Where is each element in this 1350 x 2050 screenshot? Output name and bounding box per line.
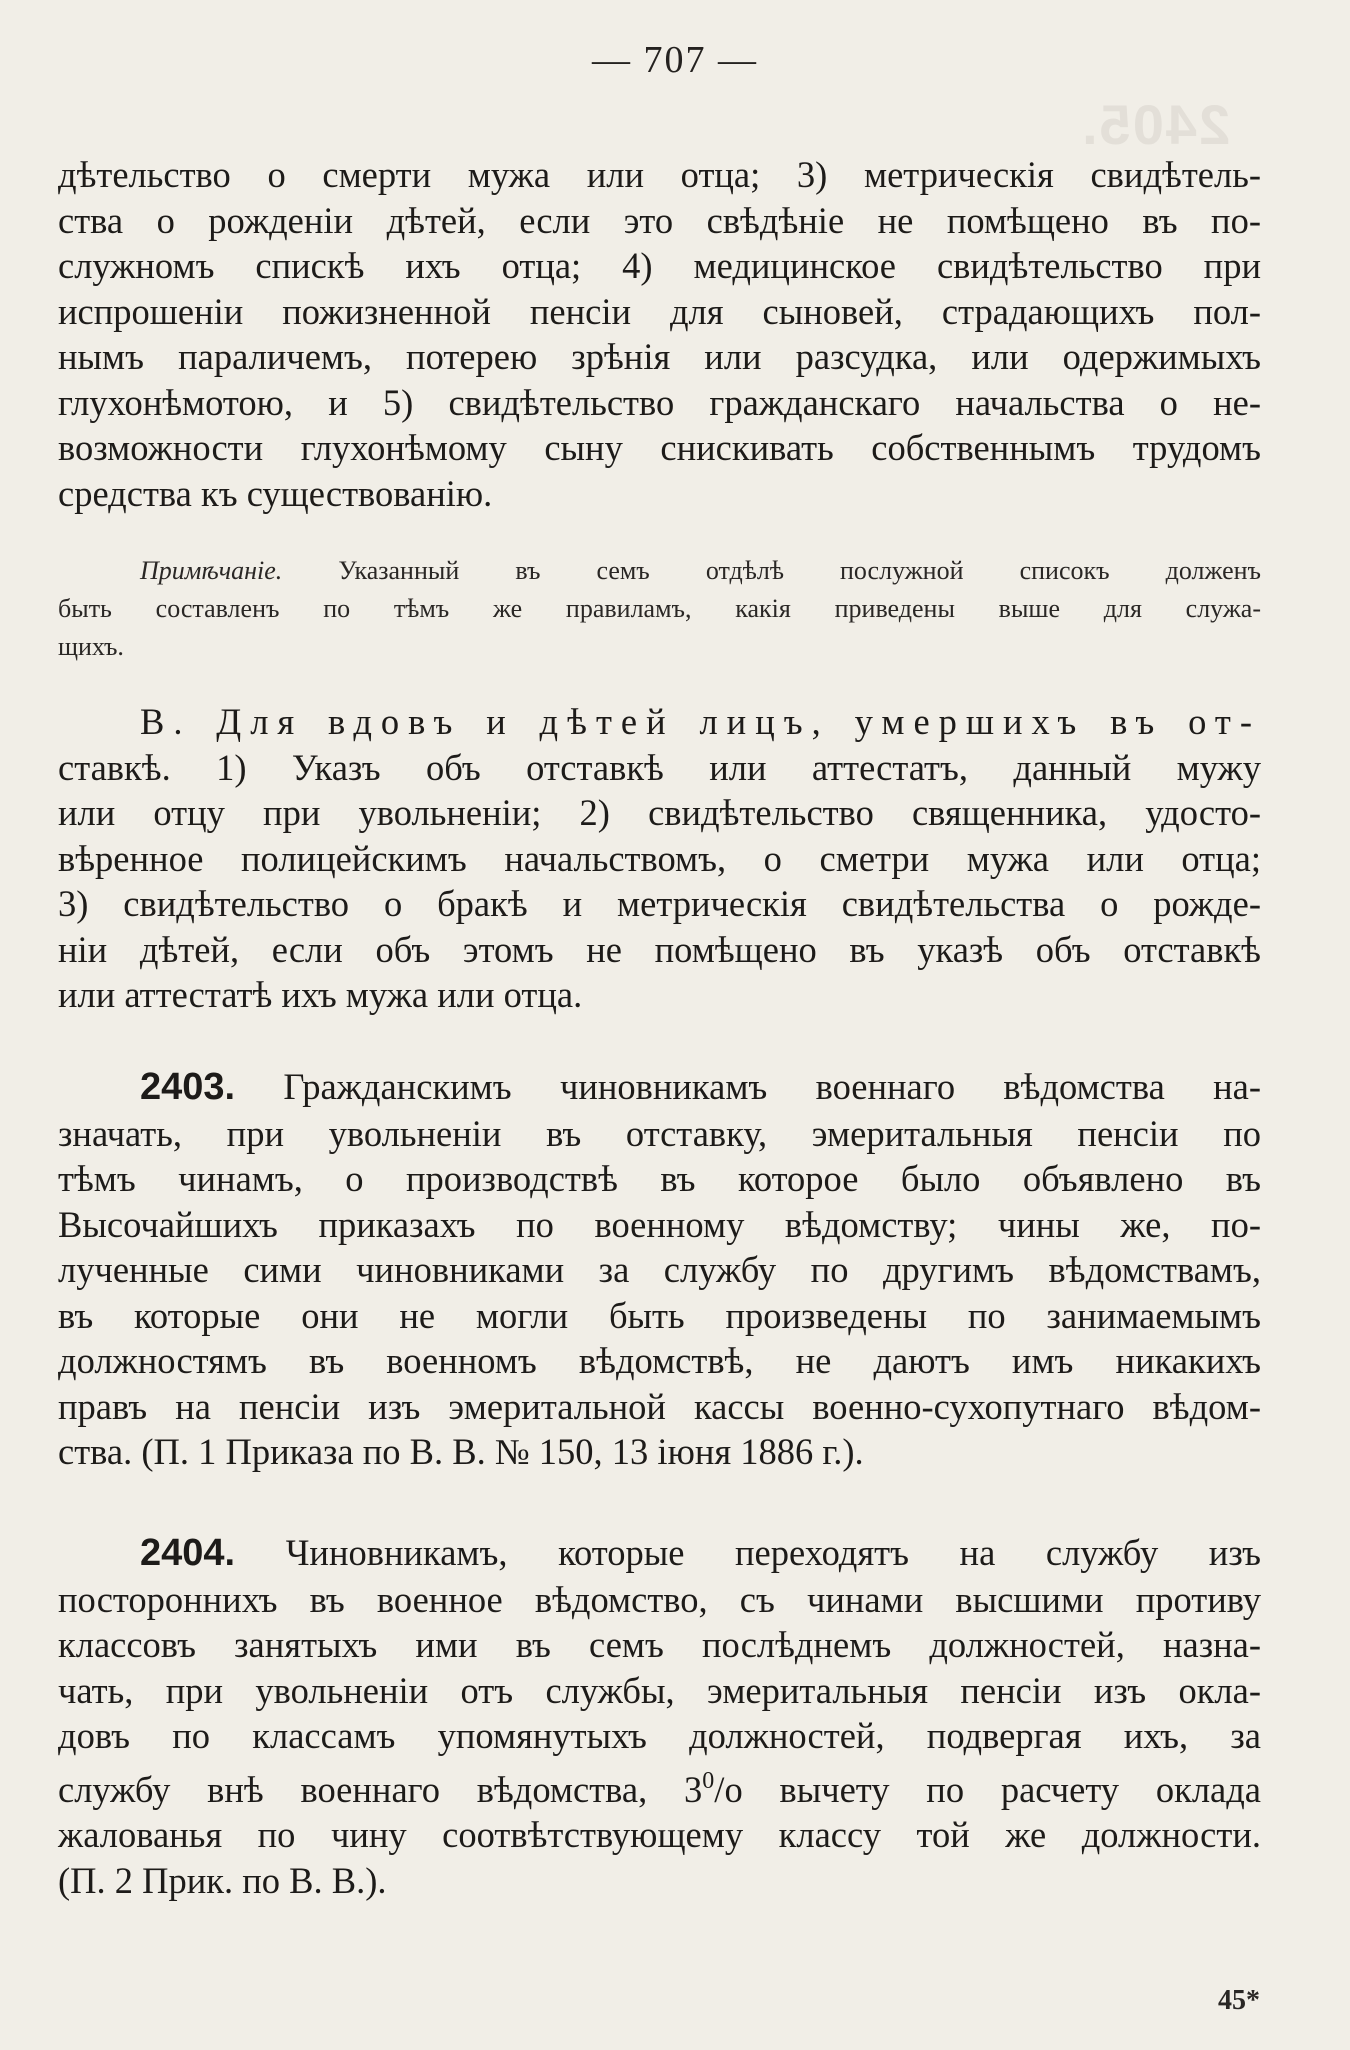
text-line: лученные сими чиновниками за службу по другимъ вѣдомствамъ, <box>58 1249 1261 1290</box>
note-line: быть составленъ по тѣмъ же правиламъ, какія приведены выше для служа- <box>58 594 1261 623</box>
text-line: или аттестатѣ ихъ мужа или отца. <box>58 974 583 1015</box>
text-line <box>58 1759 1261 1813</box>
text-line: значать, при увольненіи въ отставку, эмеритальныя пенсіи по <box>58 1112 1261 1154</box>
text-line: чать, при увольненіи отъ службы, эмеритальныя пенсіи изъ окла- <box>58 1669 1261 1711</box>
text-line: 3) свидѣтельство о бракѣ и метрическія свидѣтельства о рожде- <box>58 883 1261 924</box>
page-number: — 707 — <box>592 39 758 81</box>
text-line: Высочайшихъ приказахъ по военному вѣдомству; чины же, по- <box>58 1203 1261 1245</box>
text-line: или отцу при увольненіи; 2) свидѣтельство священника, удосто- <box>58 792 1261 833</box>
note-block <box>58 552 1262 666</box>
text-segment: /о вычету по расчету оклада <box>714 1768 1262 1810</box>
text-line: жалованья по чину соотвѣтствующему классу той же должности. <box>58 1814 1261 1855</box>
article-number: 2404. <box>140 1532 236 1574</box>
article-2403 <box>58 1064 1261 1475</box>
text-line: довъ по классамъ упомянутыхъ должностей, подвергая ихъ, за <box>58 1715 1261 1756</box>
percent-superscript: 0 <box>702 1767 715 1794</box>
note-text: Указанный въ семъ отдѣлѣ послужной списокъ долженъ <box>338 556 1262 585</box>
article-text: Чиновникамъ, которые переходятъ на службу изъ <box>285 1532 1262 1573</box>
article-first-line <box>58 1064 1261 1111</box>
note-line <box>140 552 1261 590</box>
text-line: глухонѣмотою, и 5) свидѣтельство гражданскаго начальства о не- <box>58 381 1261 423</box>
article-first-line <box>58 1530 1261 1577</box>
note-label: Примѣчаніе. <box>140 556 283 585</box>
article-2404 <box>58 1530 1261 1903</box>
text-line: ставкѣ. 1) Указъ объ отставкѣ или аттестатъ, данный мужу <box>58 746 1261 788</box>
text-line: ства. (П. 1 Приказа по В. В. № 150, 13 іюня 1886 г.). <box>58 1431 864 1472</box>
text-line: нымъ параличемъ, потерею зрѣнія или разсудка, или одержимыхъ <box>58 336 1261 377</box>
text-line: (П. 2 Прик. по В. В.). <box>58 1859 387 1901</box>
text-line: возможности глухонѣмому сыну снискивать собственнымъ трудомъ <box>58 427 1261 468</box>
section-heading: В. Для вдовъ и дѣтей лицъ, умершихъ въ от- <box>140 701 1261 742</box>
text-line: ства о рожденіи дѣтей, если это свѣдѣніе не помѣщено въ по- <box>58 199 1261 241</box>
text-line: должностямъ въ военномъ вѣдомствѣ, не даютъ имъ никакихъ <box>58 1340 1261 1381</box>
text-line: средства къ существованію. <box>58 472 493 514</box>
signature-mark: 45* <box>1218 1985 1260 2016</box>
text-line: ніи дѣтей, если объ этомъ не помѣщено въ указѣ объ отставкѣ <box>58 928 1261 970</box>
bleed-through-text: 2405. <box>1080 93 1231 156</box>
text-segment: службу внѣ военнаго вѣдомства, 3 <box>58 1768 703 1810</box>
text-line: тѣмъ чинамъ, о производствѣ въ которое было объявлено въ <box>58 1158 1261 1199</box>
paragraph-continuation <box>58 152 1261 516</box>
text-line: классовъ занятыхъ ими въ семъ послѣднемъ должностей, назна- <box>58 1624 1261 1665</box>
text-line: правъ на пенсіи изъ эмеритальной кассы военно-сухопутнаго вѣдом- <box>58 1385 1261 1427</box>
section-v <box>58 699 1261 1018</box>
text-line: дѣтельство о смерти мужа или отца; 3) метрическія свидѣтель- <box>58 154 1261 195</box>
text-line: постороннихъ въ военное вѣдомство, съ чинами высшими противу <box>58 1578 1261 1620</box>
text-line: въ которые они не могли быть произведены по занимаемымъ <box>58 1294 1261 1336</box>
article-text: Гражданскимъ чиновникамъ военнаго вѣдомства на- <box>283 1066 1261 1107</box>
article-number: 2403. <box>140 1066 236 1108</box>
note-line: щихъ. <box>58 632 124 661</box>
text-line: вѣренное полицейскимъ начальствомъ, о сметри мужа или отца; <box>58 837 1261 879</box>
text-line: служномъ спискѣ ихъ отца; 4) медицинское свидѣтельство при <box>58 245 1261 286</box>
text-line: испрошеніи пожизненной пенсіи для сыновей, страдающихъ пол- <box>58 290 1261 332</box>
